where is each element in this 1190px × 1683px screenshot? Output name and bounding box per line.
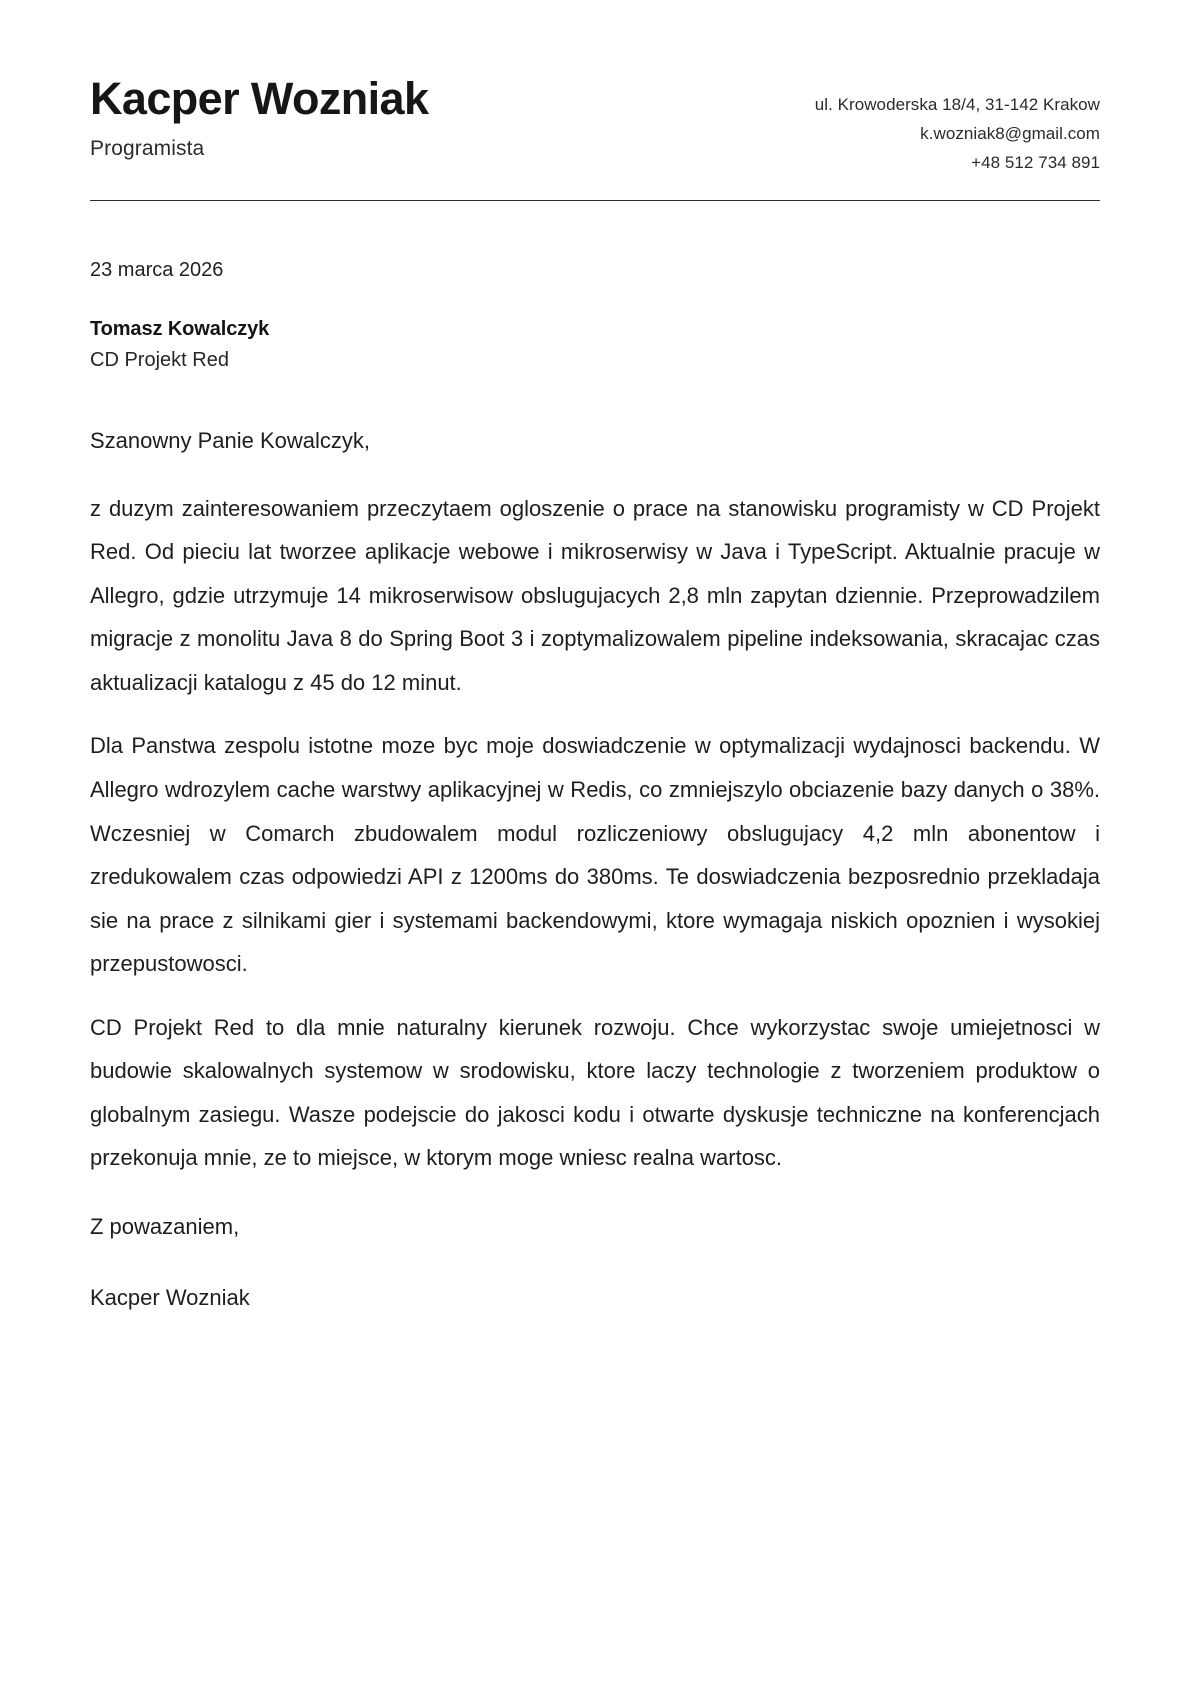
letter-body [90, 424, 1100, 1314]
applicant-name: Kacper Wozniak [90, 73, 429, 124]
identity-block [90, 74, 428, 161]
body-paragraph: Dla Panstwa zespolu istotne moze byc moje doswiadczenie w optymalizacji wydajnosci backendu. W Allegro wdrozylem cache warstwy aplikacyjnej w Redis, co zmniejszylo obciazenie bazy danych o 38%. Wczesniej w Comarch zbudowalem modul rozliczeniowy obslugujacy 4,2 mln abonentow i zredukowalem czas odpowiedzi API z 1200ms do 380ms. Te doswiadczenia bezposrednio przekladaja sie na prace z silnikami gier i systemami backendowymi, ktore wymagaja niskich opoznien i wysokiej przepustowosci. [90, 733, 1100, 977]
recipient-name: Tomasz Kowalczyk [90, 317, 270, 340]
header-divider [90, 200, 1100, 201]
recipient-block [90, 318, 1100, 372]
applicant-role: Programista [90, 136, 205, 160]
letter-meta [90, 259, 1100, 372]
closing-line: Z powazaniem, [90, 1213, 240, 1239]
contact-address: ul. Krowoderska 18/4, 31-142 Krakow [814, 95, 1100, 114]
letterhead [90, 62, 1100, 178]
contact-phone: +48 512 734 891 [971, 153, 1100, 173]
body-paragraph: CD Projekt Red to dla mnie naturalny kierunek rozwoju. Chce wykorzystac swoje umiejetnosci w budowie skalowalnych systemow w srodowisku, ktore laczy technologie z tworzeniem produktow o globalnym zasiegu. Wasze podejscie do jakosci kodu i otwarte dyskusje techniczne na konferencjach przekonuja mnie, ze to miejsce, w ktorym moge wniesc realna wartosc. [90, 1014, 1100, 1171]
contact-block [815, 74, 1100, 178]
letter-date: 23 marca 2026 [90, 258, 224, 281]
body-paragraph: z duzym zainteresowaniem przeczytaem ogloszenie o prace na stanowisku programisty w CD Projekt Red. Od pieciu lat tworzee aplikacje webowe i mikroserwisy w Java i TypeScript. Aktualnie pracuje w Allegro, gdzie utrzymuje 14 mikroserwisow obslugujacych 2,8 mln zapytan dziennie. Przeprowadzilem migracje z monolitu Java 8 do Spring Boot 3 i zoptymalizowalem pipeline indeksowania, skracajac czas aktualizacji katalogu z 45 do 12 minut. [90, 495, 1100, 695]
salutation: Szanowny Panie Kowalczyk, [90, 427, 371, 453]
contact-email[interactable]: k.wozniak8@gmail.com [920, 124, 1100, 144]
signature-name: Kacper Wozniak [90, 1284, 250, 1310]
recipient-company: CD Projekt Red [90, 348, 229, 371]
